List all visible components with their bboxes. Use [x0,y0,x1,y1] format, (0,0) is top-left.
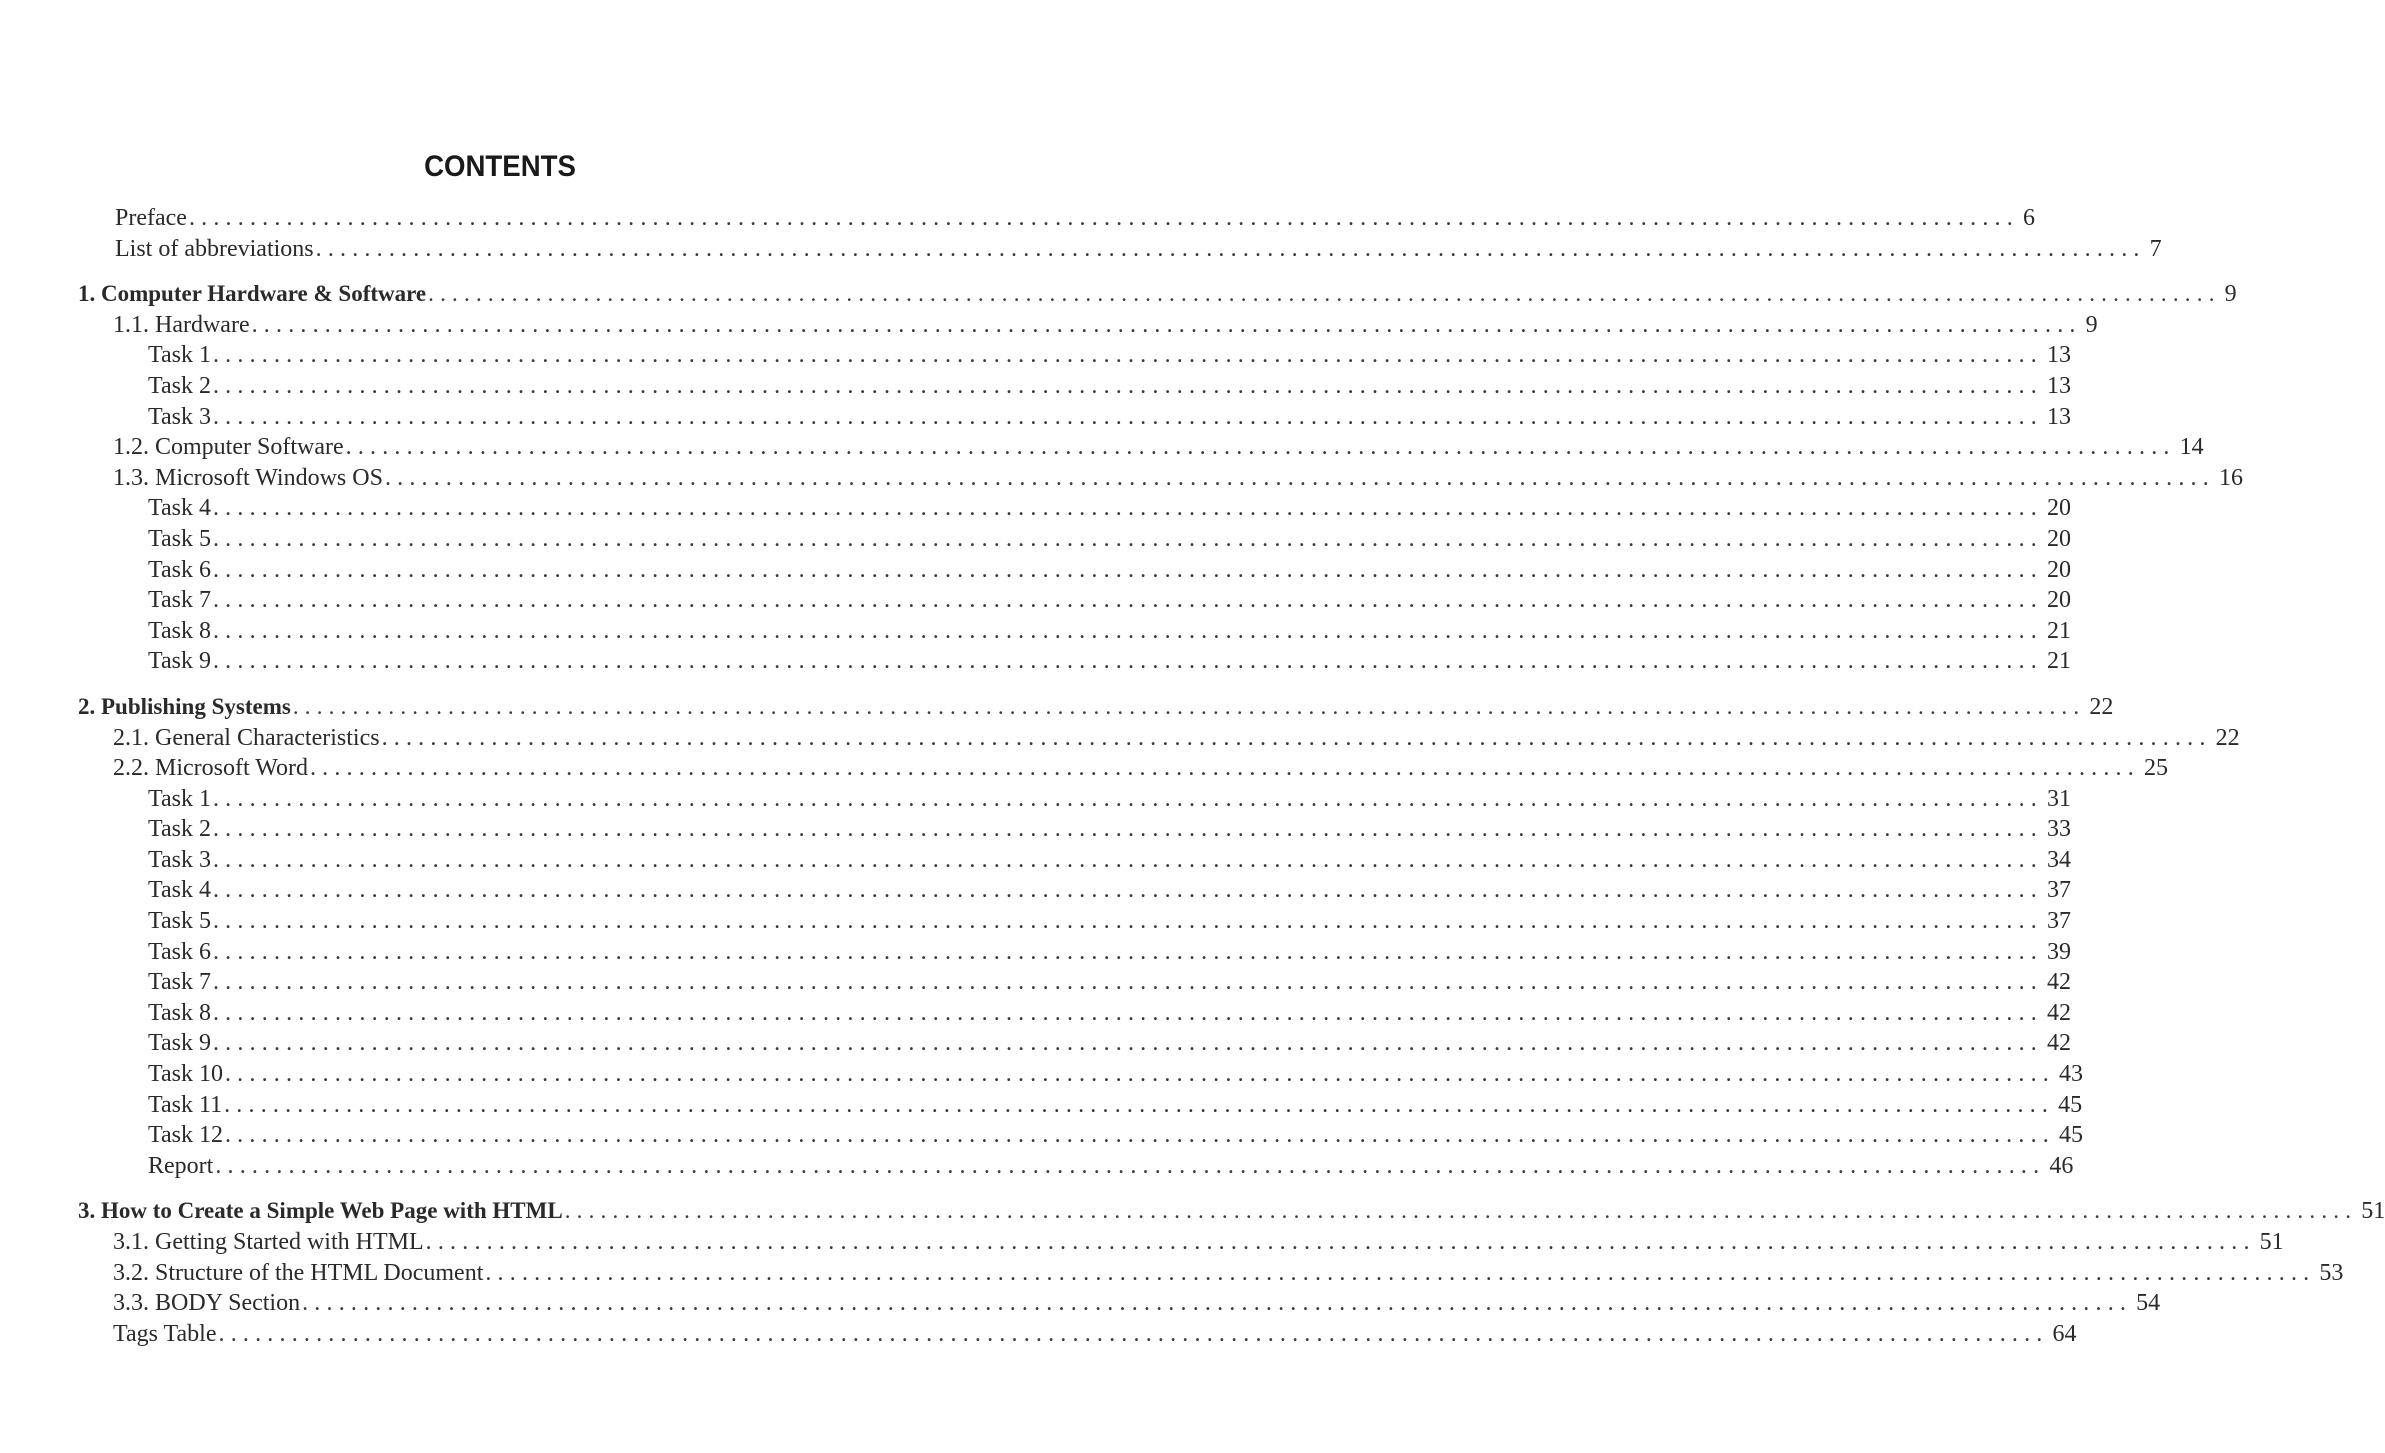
toc-entry-label: Task 9 [148,648,211,675]
toc-entry-label: 2. Publishing Systems [78,693,291,719]
dot-leader: ...................................................................................................................................................... [425,1229,2256,1255]
dot-leader: ...................................................................................................................................................... [212,525,2043,552]
dot-leader: ...................................................................................................................................................... [212,908,2043,935]
dot-leader: ...................................................................................................................................................... [212,495,2043,522]
toc-task-entry[interactable] [148,524,2071,555]
toc-entry-label: Task 3 [148,846,211,873]
toc-task-entry[interactable] [148,493,2071,524]
dot-leader: ...................................................................................................................................................... [224,1122,2055,1149]
toc-entry-label: Task 10 [148,1061,223,1088]
dot-leader: ...................................................................................................................................................... [224,1091,2055,1118]
toc-section-entry[interactable] [113,1319,2077,1350]
dot-leader: ...................................................................................................................................................... [381,724,2212,751]
toc-task-entry[interactable] [148,585,2071,616]
toc-page-number: 42 [2046,969,2071,996]
toc-chapter-heading[interactable] [78,1196,2385,1227]
dot-leader: ...................................................................................................................................................... [212,1030,2043,1057]
toc-page-number: 46 [2049,1152,2074,1179]
toc-entry-label: Task 2 [148,372,211,399]
toc-entry-label: Task 6 [148,938,211,965]
toc-task-entry[interactable] [148,875,2071,906]
toc-entry-label: Task 7 [148,587,211,614]
toc-entry-label: Task 4 [148,495,211,522]
toc-page-number: 16 [2218,464,2243,491]
toc-task-entry[interactable] [148,1090,2083,1121]
toc-entry-label: Task 8 [148,999,211,1026]
toc-section-entry[interactable] [113,1258,2344,1289]
toc-entry-label: Task 3 [148,403,211,430]
toc-entry-label: Task 5 [148,908,211,935]
toc-page-number: 43 [2058,1061,2083,1088]
toc-page-number: 25 [2143,755,2168,782]
dot-leader: ...................................................................................................................................................... [212,877,2043,904]
dot-leader: ...................................................................................................................................................... [212,617,2043,644]
toc-task-entry[interactable] [148,555,2071,586]
toc-task-entry[interactable] [148,1120,2083,1151]
toc-chapter-heading[interactable] [78,692,2114,723]
toc-section-entry[interactable] [113,432,2204,463]
toc-entry-label: Task 12 [148,1122,223,1149]
toc-task-entry[interactable] [148,340,2071,371]
dot-leader: ...................................................................................................................................................... [315,235,2146,262]
toc-section-entry[interactable] [113,310,2098,341]
toc-page-number: 20 [2046,556,2071,583]
toc-entry-label: Task 2 [148,816,211,843]
toc-page-number: 45 [2058,1122,2083,1149]
section-gap [0,677,1000,692]
toc-page-number: 7 [2149,235,2162,262]
toc-entry-label: Task 7 [148,969,211,996]
toc-section-entry[interactable] [113,1227,2284,1258]
toc-page-number: 42 [2046,1030,2071,1057]
toc-task-entry[interactable] [148,906,2071,937]
toc-page-number: 21 [2046,617,2071,644]
toc-page-number: 9 [2224,281,2237,308]
toc-task-entry[interactable] [148,646,2071,677]
section-gap [0,1181,1000,1196]
toc-entry-label: 2.2. Microsoft Word [113,755,308,782]
toc-entry-label: Preface [115,205,187,231]
toc-page-number: 39 [2046,938,2071,965]
toc-section-entry[interactable] [113,723,2240,754]
toc-page-number: 13 [2046,342,2071,369]
dot-leader: ...................................................................................................................................................... [215,1152,2046,1179]
toc-entry-front[interactable] [115,203,2035,234]
toc-chapter-heading[interactable] [78,279,2237,310]
toc-page-number: 31 [2046,785,2071,812]
dot-leader: ...................................................................................................................................................... [224,1061,2055,1088]
dot-leader: ...................................................................................................................................................... [428,281,2221,307]
toc-entry-label: Report [148,1152,214,1179]
toc-task-entry[interactable] [148,371,2071,402]
toc-page-number: 22 [2215,724,2240,751]
toc-entry-label: Task 5 [148,525,211,552]
dot-leader: ...................................................................................................................................................... [212,403,2043,430]
toc-entry-label: 3. How to Create a Simple Web Page with HTML [78,1198,563,1224]
dot-leader: ...................................................................................................................................................... [212,372,2043,399]
toc-task-entry[interactable] [148,1028,2071,1059]
toc-page-number: 20 [2046,525,2071,552]
dot-leader: ...................................................................................................................................................... [564,1198,2358,1224]
toc-entry-label: Task 6 [148,556,211,583]
toc-task-entry[interactable] [148,1151,2074,1182]
dot-leader: ...................................................................................................................................................... [212,556,2043,583]
toc-entry-label: 3.1. Getting Started with HTML [113,1229,424,1255]
dot-leader: ...................................................................................................................................................... [302,1290,2133,1317]
toc-page-number: 13 [2046,372,2071,399]
toc-task-entry[interactable] [148,998,2071,1029]
toc-entry-label: 3.3. BODY Section [113,1290,301,1317]
toc-task-entry[interactable] [148,937,2071,968]
toc-page-number: 6 [2022,205,2035,231]
dot-leader: ...................................................................................................................................................... [212,648,2043,675]
dot-leader: ...................................................................................................................................................... [212,816,2043,843]
toc-page-number: 51 [2259,1229,2284,1255]
dot-leader: ...................................................................................................................................................... [212,999,2043,1026]
toc-page-number: 14 [2179,434,2204,461]
toc-entry-front[interactable] [115,234,2162,265]
toc-page-number: 64 [2052,1320,2077,1347]
dot-leader: ...................................................................................................................................................... [384,464,2215,491]
toc-task-entry[interactable] [148,784,2071,815]
toc-entry-label: Task 1 [148,342,211,369]
dot-leader: ...................................................................................................................................................... [212,342,2043,369]
dot-leader: ...................................................................................................................................................... [212,938,2043,965]
dot-leader: ...................................................................................................................................................... [345,434,2176,461]
page-title: CONTENTS [424,150,576,183]
toc-entry-label: Task 1 [148,785,211,812]
toc-entry-label: Task 8 [148,617,211,644]
toc-page-number: 37 [2046,877,2071,904]
toc-task-entry[interactable] [148,1059,2083,1090]
toc-entry-label: 1.2. Computer Software [113,434,344,461]
toc-entry-label: List of abbreviations [115,235,314,262]
toc-page-number: 54 [2136,1290,2161,1317]
toc-page-number: 37 [2046,908,2071,935]
dot-leader: ...................................................................................................................................................... [188,205,2019,231]
toc-entry-label: Task 9 [148,1030,211,1057]
toc-entry-label: 1.3. Microsoft Windows OS [113,464,383,491]
toc-page-number: 34 [2046,846,2071,873]
toc-page-number: 22 [2089,693,2114,720]
toc-page-number: 20 [2046,587,2071,614]
toc-entry-label: 3.2. Structure of the HTML Document [113,1259,484,1286]
dot-leader: ...................................................................................................................................................... [212,785,2043,812]
toc-entry-label: Tags Table [113,1320,217,1347]
dot-leader: ...................................................................................................................................................... [251,311,2082,338]
toc-section-entry[interactable] [113,753,2168,784]
toc-page-number: 45 [2058,1091,2083,1118]
toc-page-number: 20 [2046,495,2071,522]
toc-page-number: 53 [2319,1259,2344,1286]
toc-entry-label: 2.1. General Characteristics [113,724,380,751]
dot-leader: ...................................................................................................................................................... [218,1320,2049,1347]
toc-page-number: 33 [2046,816,2071,843]
toc-entry-label: 1.1. Hardware [113,311,250,338]
toc-page-number: 51 [2361,1198,2385,1225]
dot-leader: ...................................................................................................................................................... [212,587,2043,614]
dot-leader: ...................................................................................................................................................... [292,693,2086,719]
toc-section-entry[interactable] [113,463,2243,494]
toc-entry-label: Task 4 [148,877,211,904]
toc-page-number: 13 [2046,403,2071,430]
toc-task-entry[interactable] [148,402,2071,433]
toc-entry-label: Task 11 [148,1091,223,1118]
toc-task-entry[interactable] [148,616,2071,647]
dot-leader: ...................................................................................................................................................... [212,846,2043,873]
toc-task-entry[interactable] [148,967,2071,998]
toc-page-number: 9 [2085,311,2098,338]
toc-task-entry[interactable] [148,845,2071,876]
toc-task-entry[interactable] [148,814,2071,845]
toc-section-entry[interactable] [113,1288,2161,1319]
toc-page-number: 42 [2046,999,2071,1026]
dot-leader: ...................................................................................................................................................... [309,755,2140,782]
dot-leader: ...................................................................................................................................................... [212,969,2043,996]
toc-page-number: 21 [2046,648,2071,675]
section-gap [0,264,1000,279]
toc-entry-label: 1. Computer Hardware & Software [78,281,427,307]
dot-leader: ...................................................................................................................................................... [485,1259,2316,1286]
table-of-contents [0,203,2385,1349]
